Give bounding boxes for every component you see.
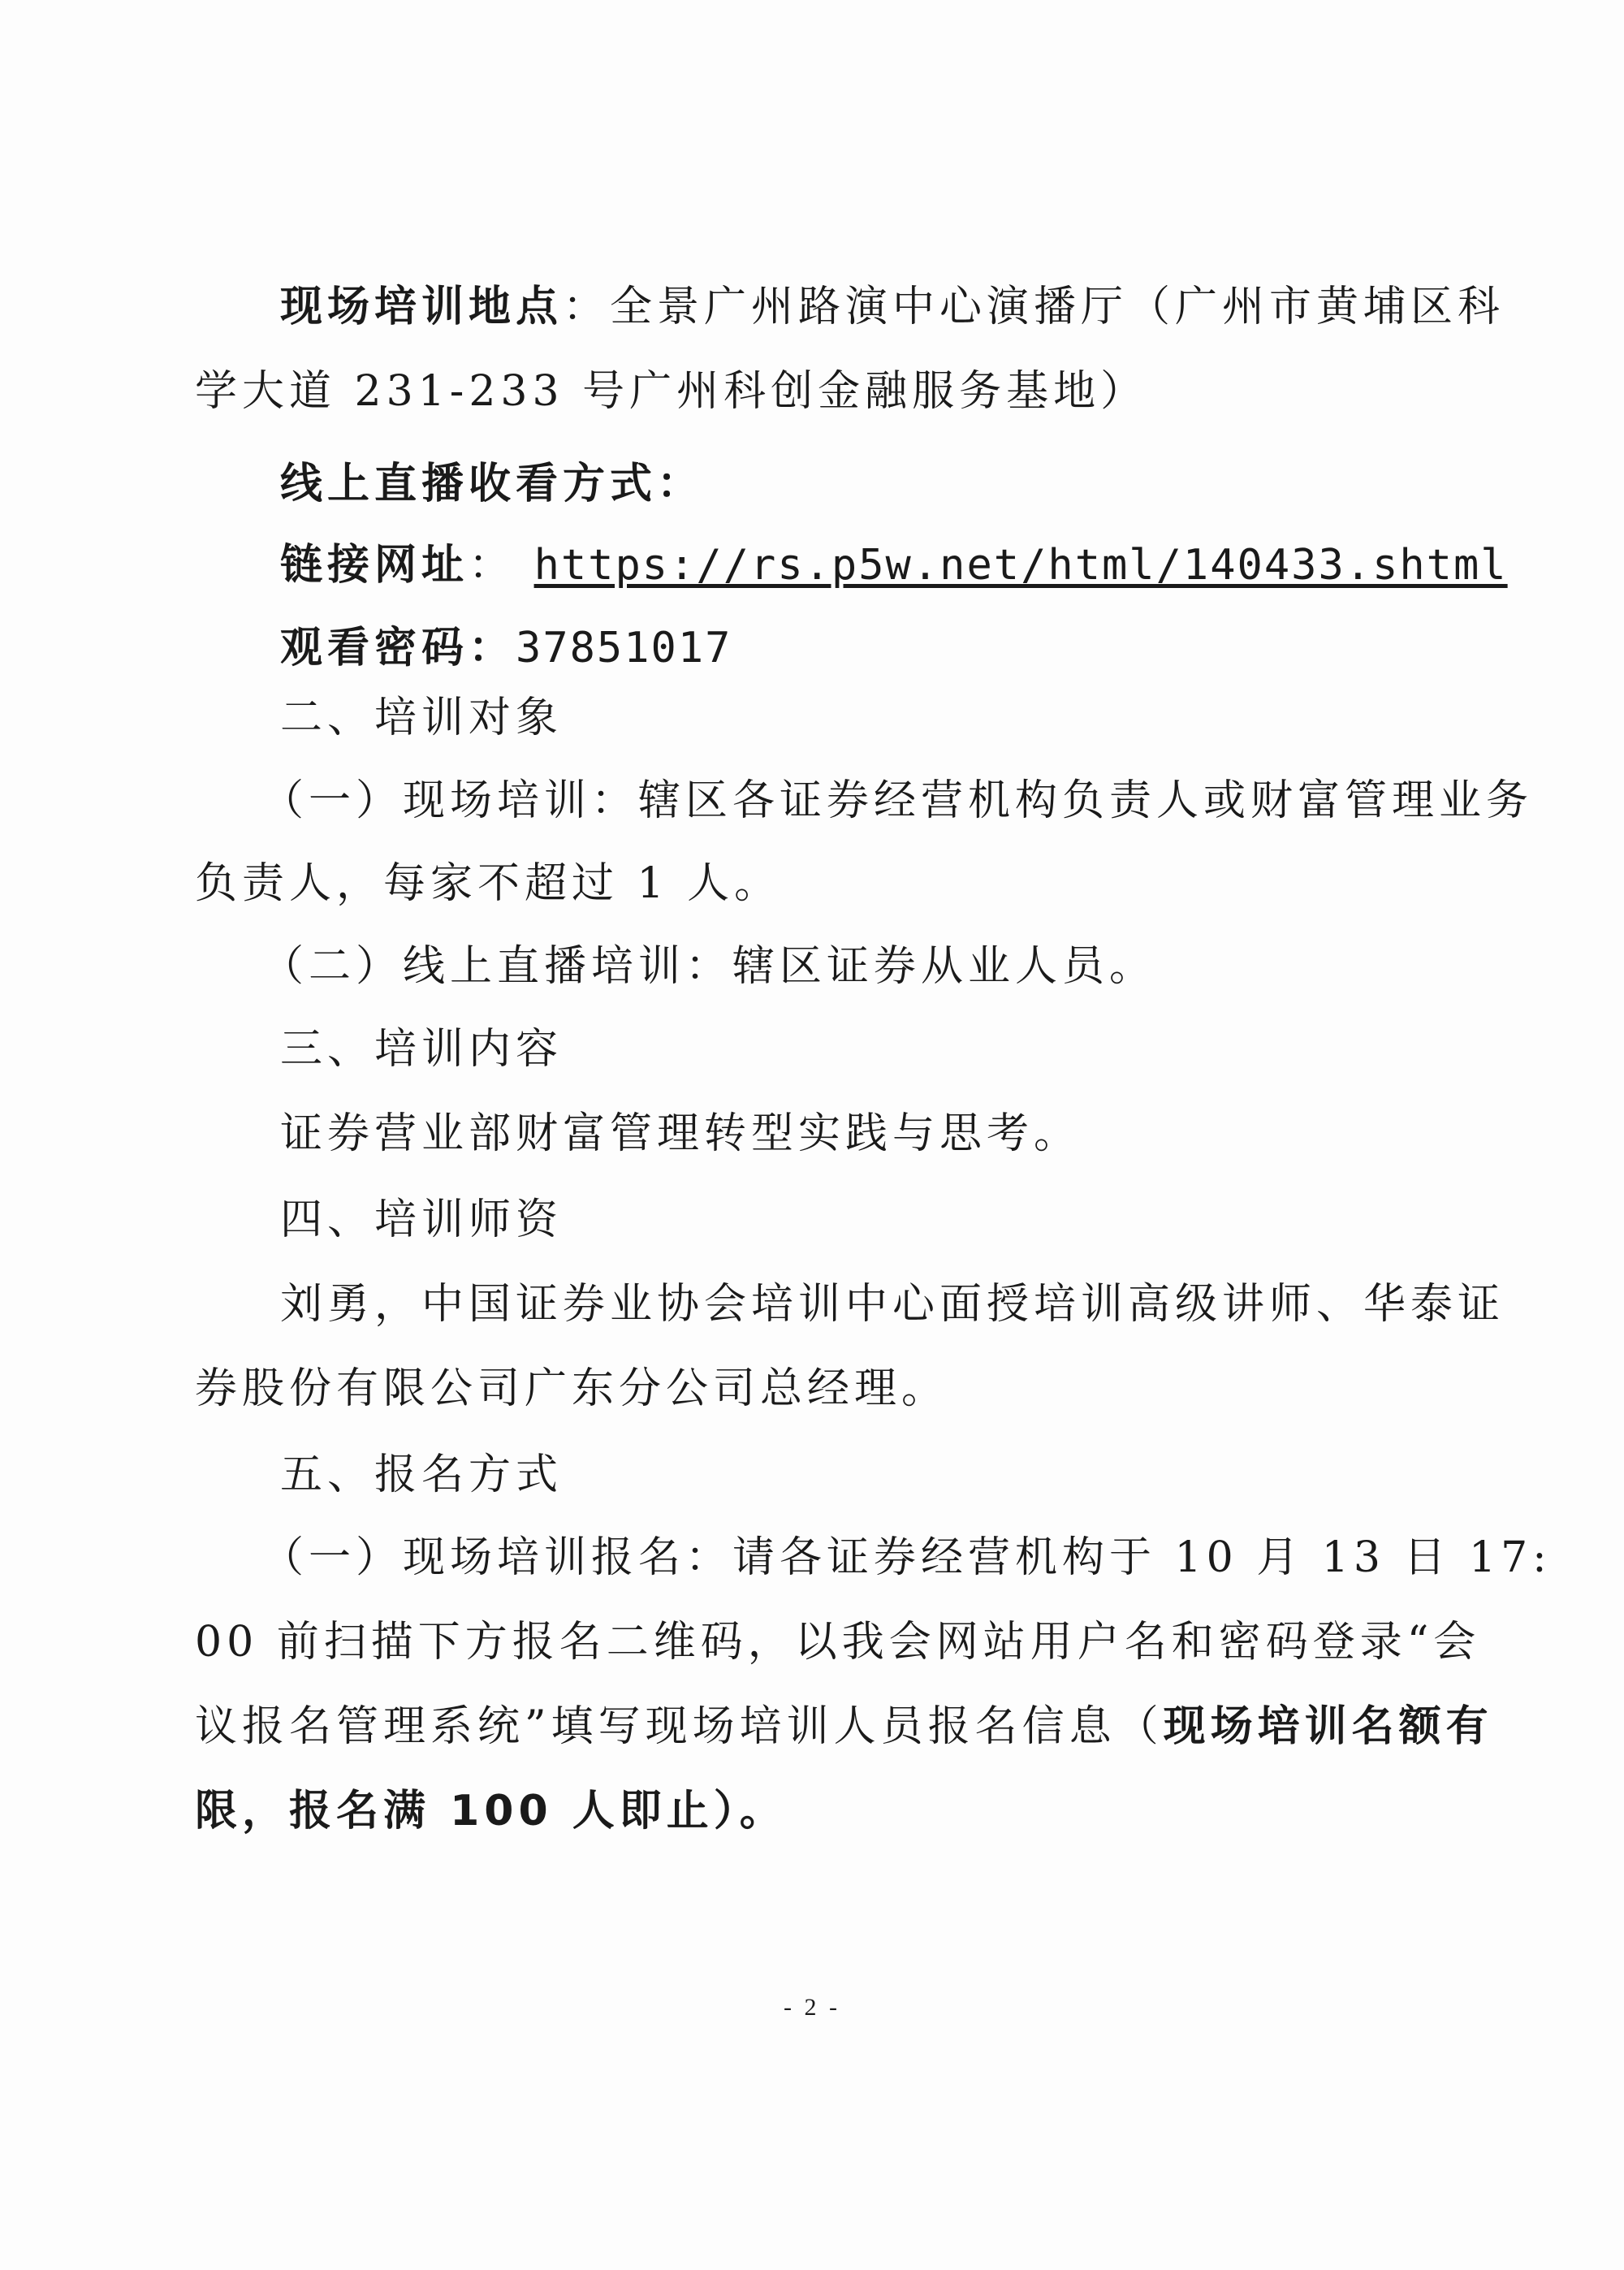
section-2-item-2: （二）线上直播培训：辖区证券从业人员。 (261, 942, 1157, 991)
section-2-item-1-line-1: （一）现场培训：辖区各证券经营机构负责人或财富管理业务 (261, 776, 1534, 825)
section-5-line-3-normal: 议报名管理系统”填写现场培训人员报名信息（ (195, 1702, 1164, 1751)
section-5-item-1-line-1: （一）现场培训报名：请各证券经营机构于 10 月 13 日 17: (261, 1533, 1552, 1582)
live-stream-link[interactable]: https://rs.p5w.net/html/140433.shtml (533, 541, 1508, 590)
section-5-line-3-bold: 现场培训名额有 (1163, 1702, 1493, 1751)
password-value: 37851017 (516, 624, 732, 672)
page-number: - 2 - (784, 1994, 840, 2021)
section-4-heading: 四、培训师资 (280, 1196, 564, 1244)
section-5-item-1-line-3 (195, 1702, 1493, 1751)
section-4-text-1: 刘勇，中国证券业协会培训中心面授培训高级讲师、华泰证 (280, 1280, 1505, 1329)
password-line (280, 624, 732, 672)
section-2-item-1-line-2: 负责人，每家不超过 1 人。 (195, 859, 782, 908)
location-text-1: 全景广州路演中心演播厅（广州市黄埔区科 (610, 283, 1505, 331)
section-5-item-1-line-4: 限，报名满 100 人即止）。 (195, 1787, 787, 1835)
location-line-2: 学大道 231-233 号广州科创金融服务基地） (195, 367, 1148, 416)
link-line (280, 541, 1508, 590)
location-colon: ： (563, 283, 611, 331)
section-2-heading: 二、培训对象 (280, 694, 564, 742)
link-label: 链接网址 (280, 541, 469, 590)
section-3-heading: 三、培训内容 (280, 1025, 564, 1074)
section-3-text: 证券营业部财富管理转型实践与思考。 (280, 1109, 1082, 1158)
section-4-text-2: 券股份有限公司广东分公司总经理。 (195, 1364, 949, 1413)
password-label: 观看密码： (280, 624, 516, 672)
location-line-1 (280, 283, 1505, 331)
section-5-heading: 五、报名方式 (280, 1451, 564, 1499)
location-label: 现场培训地点 (280, 283, 564, 331)
section-5-item-1-line-2: 00 前扫描下方报名二维码，以我会网站用户名和密码登录“会 (195, 1618, 1481, 1667)
online-heading: 线上直播收看方式： (280, 460, 705, 508)
link-colon: ： (469, 541, 516, 590)
